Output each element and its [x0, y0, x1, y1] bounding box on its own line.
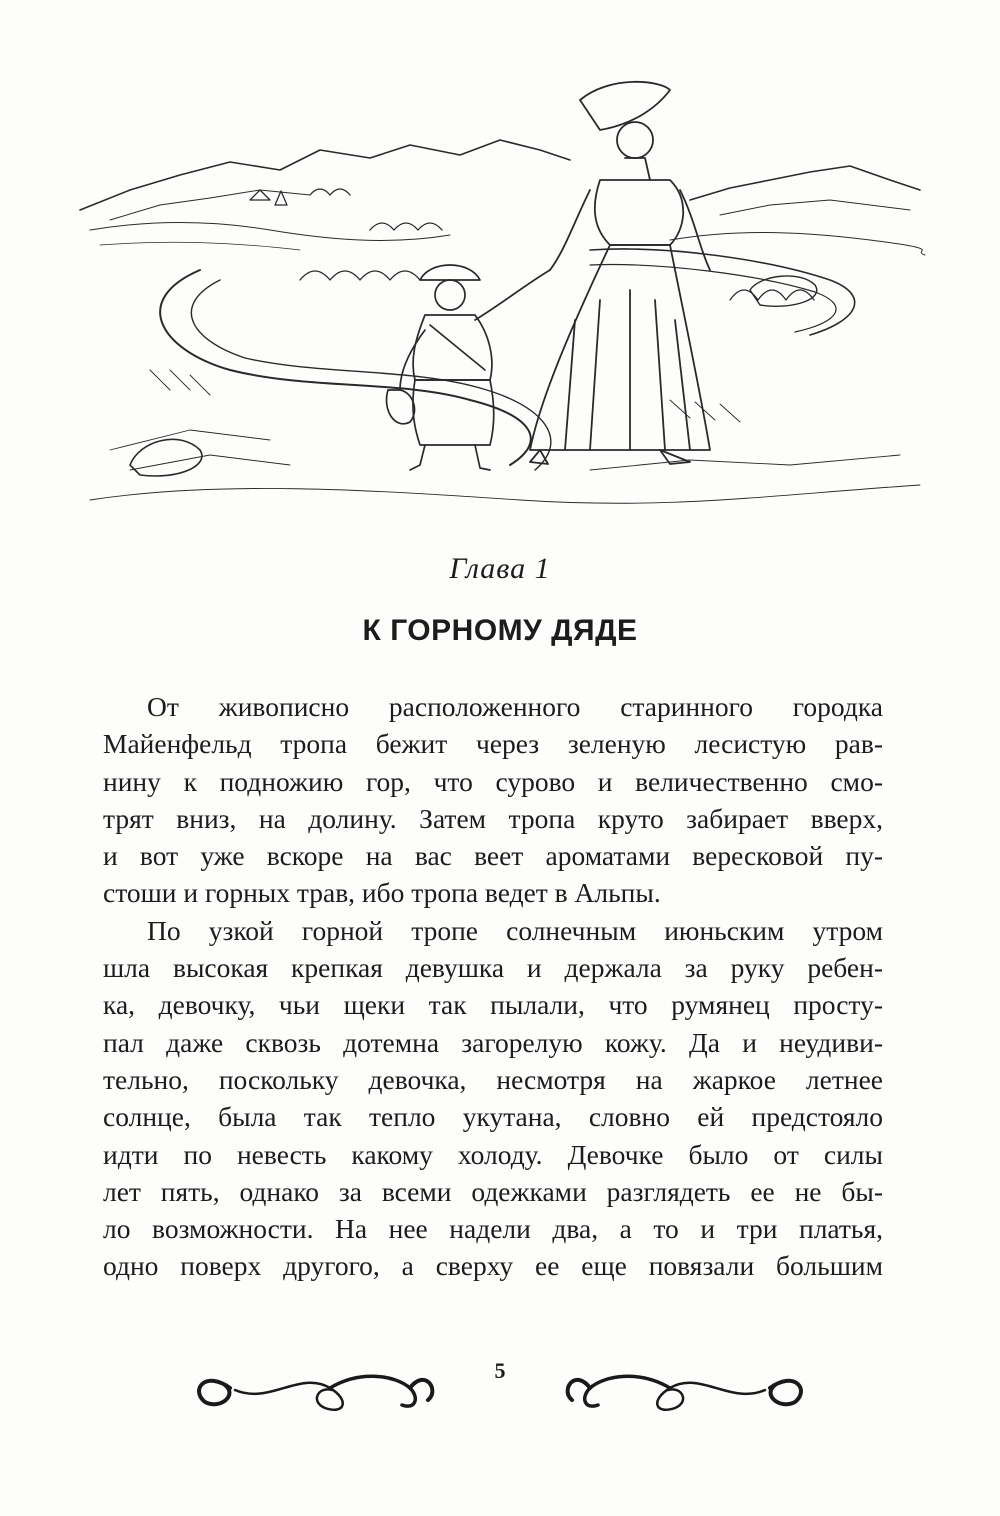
body-text — [103, 688, 883, 1285]
text-line: одно поверх другого, а сверху ее еще повязали большим — [103, 1250, 883, 1282]
text-line: лет пять, однако за всеми одежками разглядеть ее не бы- — [103, 1175, 883, 1207]
text-line: От живописно расположенного старинного городка — [147, 691, 883, 722]
chapter-illustration — [70, 70, 930, 530]
text-line: стоши и горных трав, ибо тропа ведет в Альпы. — [103, 877, 661, 909]
text-line: ло возможности. На нее надели два, а то и три платья, — [103, 1213, 883, 1245]
text-line: пал даже сквозь дотемна загорелую кожу. Да и неудиви- — [103, 1026, 883, 1058]
page-number: 5 — [494, 1358, 506, 1383]
text-line: идти по невесть какому холоду. Девочке было от силы — [103, 1138, 883, 1170]
text-line: и вот уже вскоре на вас веет ароматами вересковой пу- — [103, 840, 883, 872]
chapter-title: К ГОРНОМУ ДЯДЕ — [362, 614, 638, 647]
chapter-label: Глава 1 — [449, 552, 551, 585]
text-line: трят вниз, на долину. Затем тропа круто забирает вверх, — [103, 802, 883, 834]
text-line: ка, девочку, чьи щеки так пылали, что румянец просту- — [103, 989, 883, 1021]
text-line: По узкой горной тропе солнечным июньским утром — [147, 914, 883, 946]
text-line: солнце, была так тепло укутана, словно ей предстояло — [103, 1101, 883, 1133]
text-line: нину к подножию гор, что сурово и величественно смо- — [103, 765, 883, 797]
text-line: тельно, поскольку девочка, несмотря на жаркое летнее — [103, 1063, 883, 1095]
text-line: Майенфельд тропа бежит через зеленую лесистую рав- — [103, 728, 883, 760]
text-line: шла высокая крепкая девушка и держала за руку ребен- — [103, 952, 883, 984]
